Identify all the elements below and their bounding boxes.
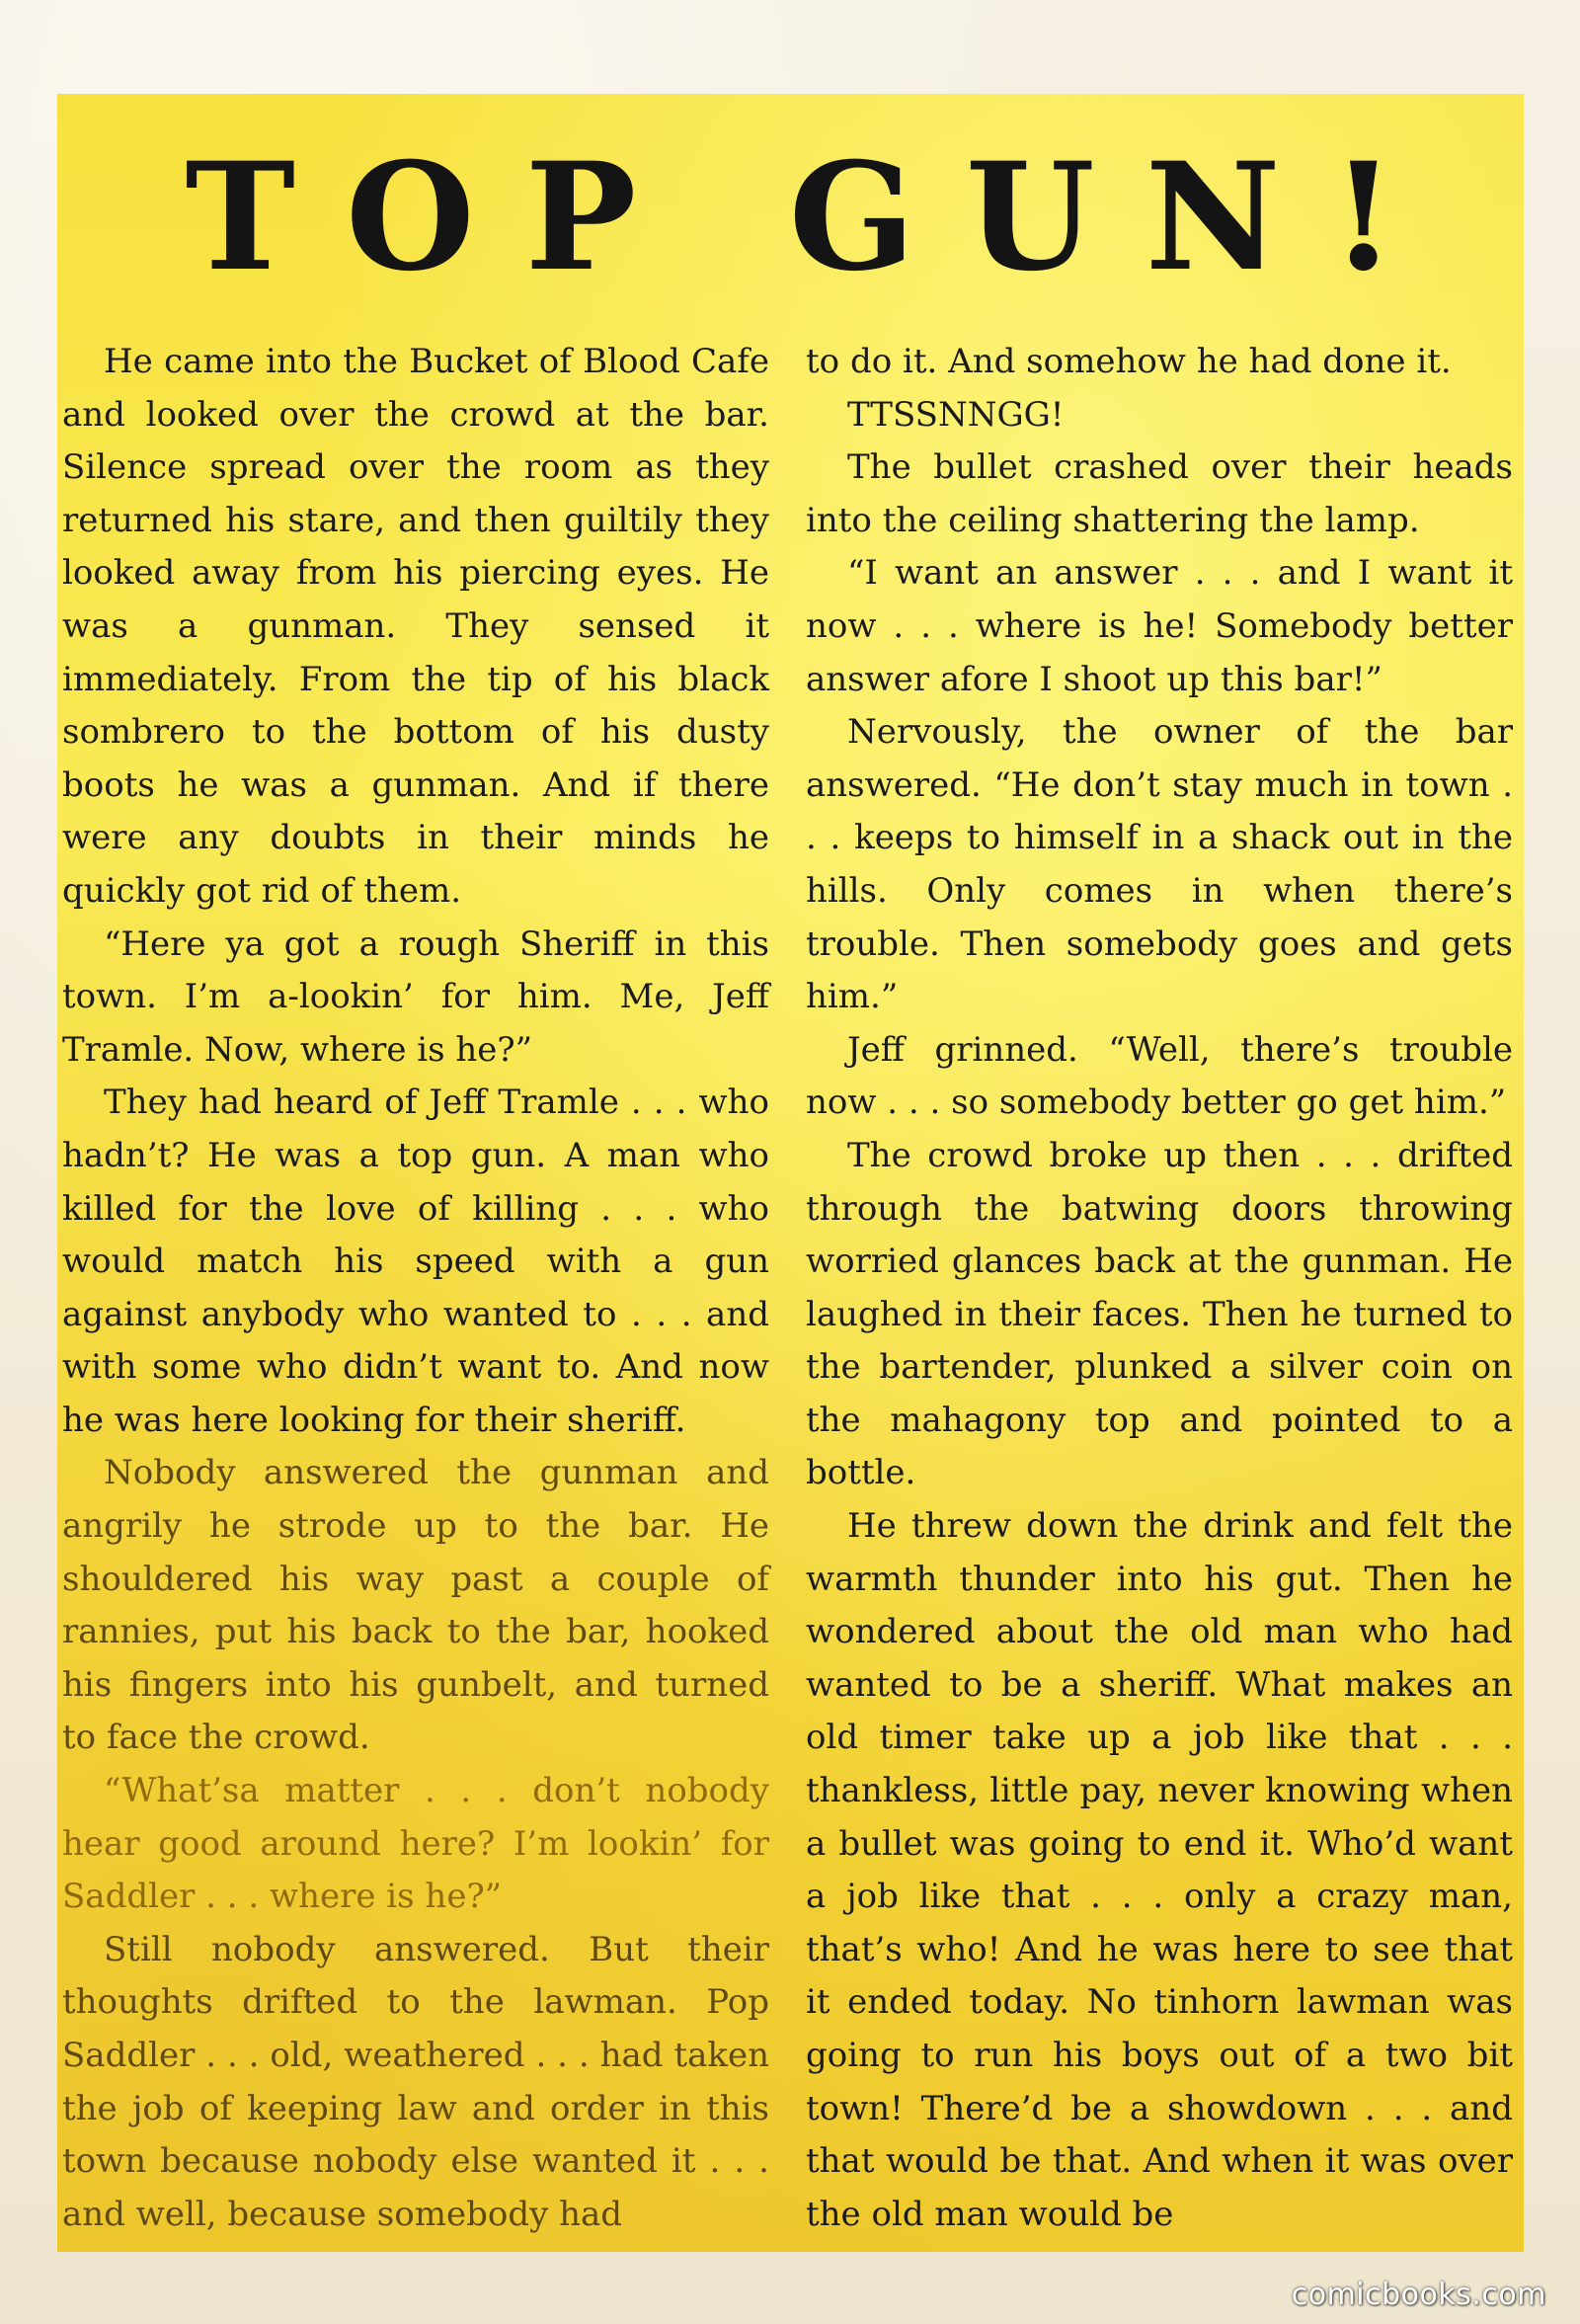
paragraph: “Here ya got a rough Sheriff in this town. I’m a-lookin’ for him. Me, Jeff Tramle. Now, where is he?” <box>62 923 769 1070</box>
story-panel <box>57 94 1524 2252</box>
paragraph: “What’sa matter . . . don’t nobody hear good around here? I’m lookin’ for Saddler . . . where is he?” <box>62 1771 769 1917</box>
paragraph: They had heard of Jeff Tramle . . . who hadn’t? He was a top gun. A man who killed for the love of killing . . . who would match his speed with a gun against anybody who wanted to . . . and with some who didn’t want to. And now he was here looking for their sheriff. <box>62 1082 769 1440</box>
paragraph: Still nobody answered. But their thoughts drifted to the lawman. Pop Saddler . . . old, weathered . . . had taken the job of keeping law and order in this town because nobody else wanted it . . . and well, because somebody had <box>62 1929 769 2234</box>
paragraph: Nobody answered the gunman and angrily he strode up to the bar. He shouldered his way past a couple of rannies, put his back to the bar, hooked his fingers into his gunbelt, and turned to face the crowd. <box>62 1453 769 1758</box>
sound-effect: TTSSNNGG! <box>847 394 1065 435</box>
paragraph: Nervously, the owner of the bar answered. “He don’t stay much in town . . . keeps to himself in a shack out in the hills. Only comes in when there’s trouble. Then somebody goes and gets him.” <box>806 712 1513 1017</box>
paragraph: The bullet crashed over their heads into the ceiling shattering the lamp. <box>806 447 1513 540</box>
story-columns <box>57 336 1524 2242</box>
left-column <box>62 336 769 2241</box>
paragraph: “I want an answer . . . and I want it now . . . where is he! Somebody better answer afore I shoot up this bar!” <box>806 553 1513 699</box>
site-watermark: comicbooks.com <box>1291 2278 1546 2312</box>
paragraph: Jeff grinned. “Well, there’s trouble now . . . so somebody better go get him.” <box>806 1029 1513 1123</box>
paragraph: He came into the Bucket of Blood Cafe and looked over the crowd at the bar. Silence spread over the room as they returned his stare, and then guiltily they looked away from his piercing eyes. He was a gunman. They sensed it immediately. From the tip of his black sombrero to the bottom of his dusty boots he was a gunman. And if there were any doubts in their minds he quickly got rid of them. <box>62 342 769 911</box>
right-column <box>806 336 1513 2241</box>
paragraph: to do it. And somehow he had done it. <box>806 342 1452 381</box>
story-title: TOP GUN! <box>185 130 1447 304</box>
paragraph: The crowd broke up then . . . drifted through the batwing doors throwing worried glances back at the gunman. He laughed in their faces. Then he turned to the bartender, plunked a silver coin on the mahagony top and pointed to a bottle. <box>806 1135 1513 1493</box>
paragraph: He threw down the drink and felt the warmth thunder into his gut. Then he wondered about the old man who had wanted to be a sheriff. What makes an old timer take up a job like that . . . thankless, little pay, never knowing when a bullet was going to end it. Who’d want a job like that . . . only a crazy man, that’s who! And he was here to see that it ended today. No tinhorn lawman was going to run his boys out of a two bit town! There’d be a showdown . . . and that would be that. And when it was over the old man would be <box>806 1506 1513 2234</box>
